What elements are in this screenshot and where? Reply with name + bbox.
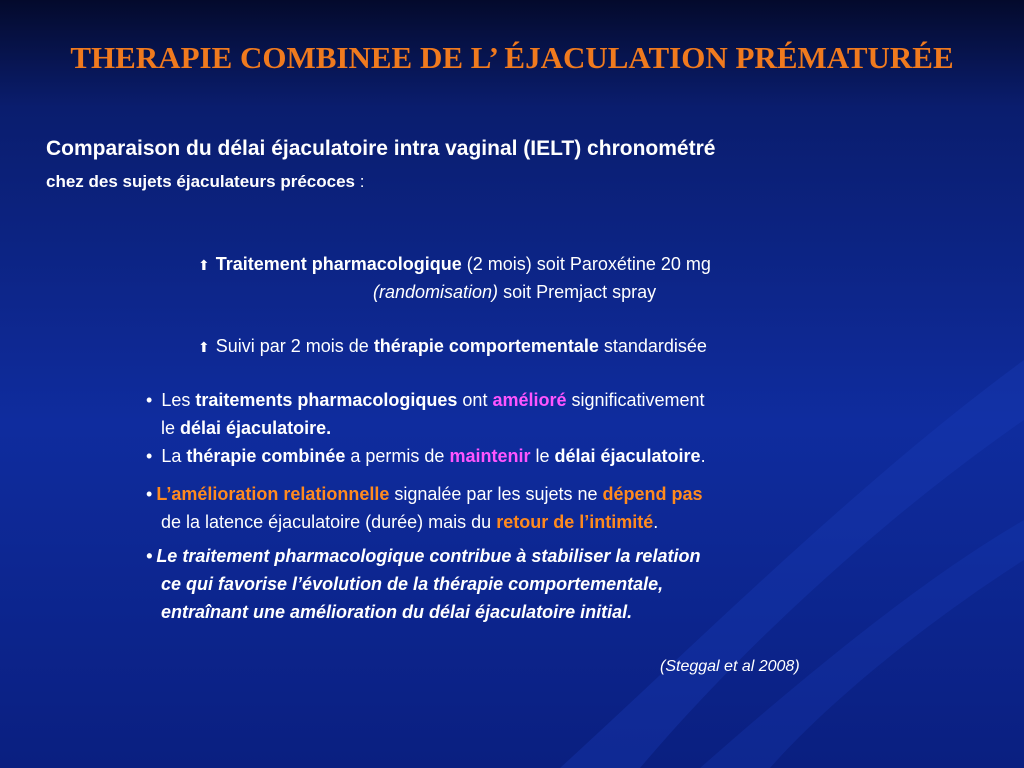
bullet-2-mid2: le [530, 446, 555, 466]
step-2-line [198, 336, 707, 357]
bullet-3-mid: signalée par les sujets ne [389, 484, 603, 504]
step-1-italic: (randomisation) [373, 282, 499, 302]
citation-reference: (Steggal et al 2008) [660, 658, 800, 675]
bullet-1-line-1 [146, 390, 705, 411]
bullet-2-mid: a permis de [345, 446, 450, 466]
subtitle-line-2 [46, 172, 364, 192]
step-1-line-2-rest: soit Premjact spray [498, 282, 657, 302]
subtitle-line-1: Comparaison du délai éjaculatoire intra vaginal (IELT) chronométré [46, 137, 716, 160]
bullet-4-text-1: Le traitement pharmacologique contribue à stabiliser la relation [156, 546, 701, 566]
bullet-1-bold: traitements pharmacologiques [195, 390, 458, 410]
bullet-3-line-2-pre: de la latence éjaculatoire (durée) mais du [161, 512, 497, 532]
bullet-3-highlight-2: dépend pas [602, 484, 703, 504]
step-1-line-1 [198, 254, 711, 275]
bullet-4-line-2: ce qui favorise l’évolution de la thérapie comportementale, [161, 574, 664, 594]
bullet-3-line-1 [146, 484, 703, 505]
bullet-2-bold2: délai éjaculatoire [554, 446, 701, 466]
bullet-1-line-2-pre: le [161, 418, 181, 438]
bullet-3-line-2-post: . [653, 512, 659, 532]
bullet-3-highlight-1: L’amélioration relationnelle [156, 484, 390, 504]
step-1-bold: Traitement pharmacologique [215, 254, 462, 274]
step-2-post: standardisée [598, 336, 707, 356]
bullet-1-highlight: amélioré [492, 390, 567, 410]
bullet-2-line [146, 446, 706, 467]
step-2-pre: Suivi par 2 mois de [215, 336, 374, 356]
step-2-bold: thérapie comportementale [373, 336, 599, 356]
step-1-rest: (2 mois) soit Paroxétine 20 mg [461, 254, 711, 274]
bullet-1-mid: ont [457, 390, 493, 410]
step-1-line-2 [373, 282, 656, 303]
bullet-1-post: significativement [566, 390, 705, 410]
bullet-4-line-3: entraînant une amélioration du délai éjaculatoire initial. [161, 602, 633, 622]
arrow-up-icon: ⬆ [198, 257, 210, 273]
bullet-2-pre: La [156, 446, 187, 466]
subtitle-line-2-rest: : [355, 172, 365, 191]
bullet-2-post: . [700, 446, 706, 466]
bullet-4-line-1 [146, 546, 700, 567]
bullet-1-line-2-bold: délai éjaculatoire. [180, 418, 332, 438]
bullet-2-highlight: maintenir [449, 446, 531, 466]
slide-title: THERAPIE COMBINEE DE L’ ÉJACULATION PRÉMATURÉE [70, 40, 954, 75]
subtitle-line-2-bold: chez des sujets éjaculateurs précoces [46, 172, 355, 191]
bullet-mark: • [146, 446, 153, 466]
arrow-up-icon: ⬆ [198, 339, 210, 355]
bullet-mark: • [146, 546, 153, 566]
bullet-1-pre: Les [156, 390, 196, 410]
bullet-3-line-2 [161, 512, 658, 533]
bullet-3-line-2-highlight: retour de l’intimité [496, 512, 654, 532]
bullet-2-bold: thérapie combinée [186, 446, 346, 466]
bullet-mark: • [146, 484, 153, 504]
bullet-mark: • [146, 390, 153, 410]
bullet-1-line-2 [161, 418, 331, 439]
